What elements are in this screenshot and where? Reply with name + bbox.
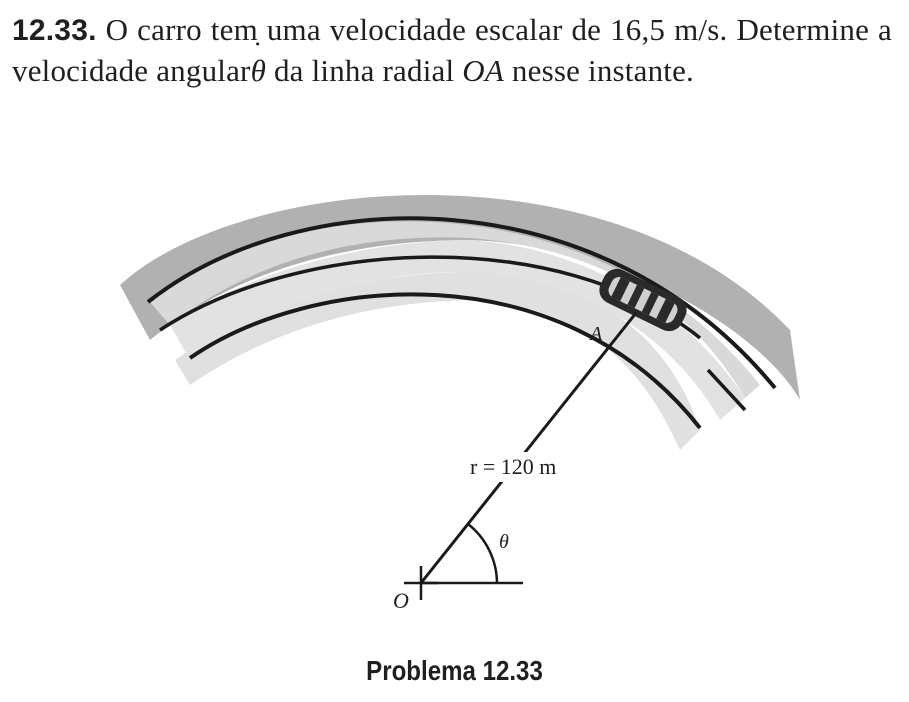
theta-dot-symbol: θ ˙	[251, 51, 266, 91]
problem-line-2-end: nesse	[511, 53, 581, 88]
road-figure	[0, 150, 909, 650]
theta-label: θ	[499, 531, 509, 553]
problem-line-3: instante.	[588, 53, 695, 88]
problem-number: 12.33.	[12, 14, 97, 47]
theta-arc	[468, 524, 497, 583]
problem-line-2-middle: da linha radial	[273, 53, 455, 88]
radius-label: r = 120 m	[470, 454, 557, 479]
problem-statement	[12, 10, 892, 91]
origin-label: O	[393, 588, 409, 613]
point-a-label: A	[590, 323, 603, 345]
problem-line-2-start: Determine a velocidade angular	[12, 12, 892, 88]
figure-caption: Problema 12.33	[366, 655, 543, 686]
radial-line	[421, 313, 636, 583]
problem-line-1: O carro tem uma velocidade escalar de 16,5 m/s.	[105, 12, 728, 47]
radial-line-name: OA	[462, 53, 504, 88]
